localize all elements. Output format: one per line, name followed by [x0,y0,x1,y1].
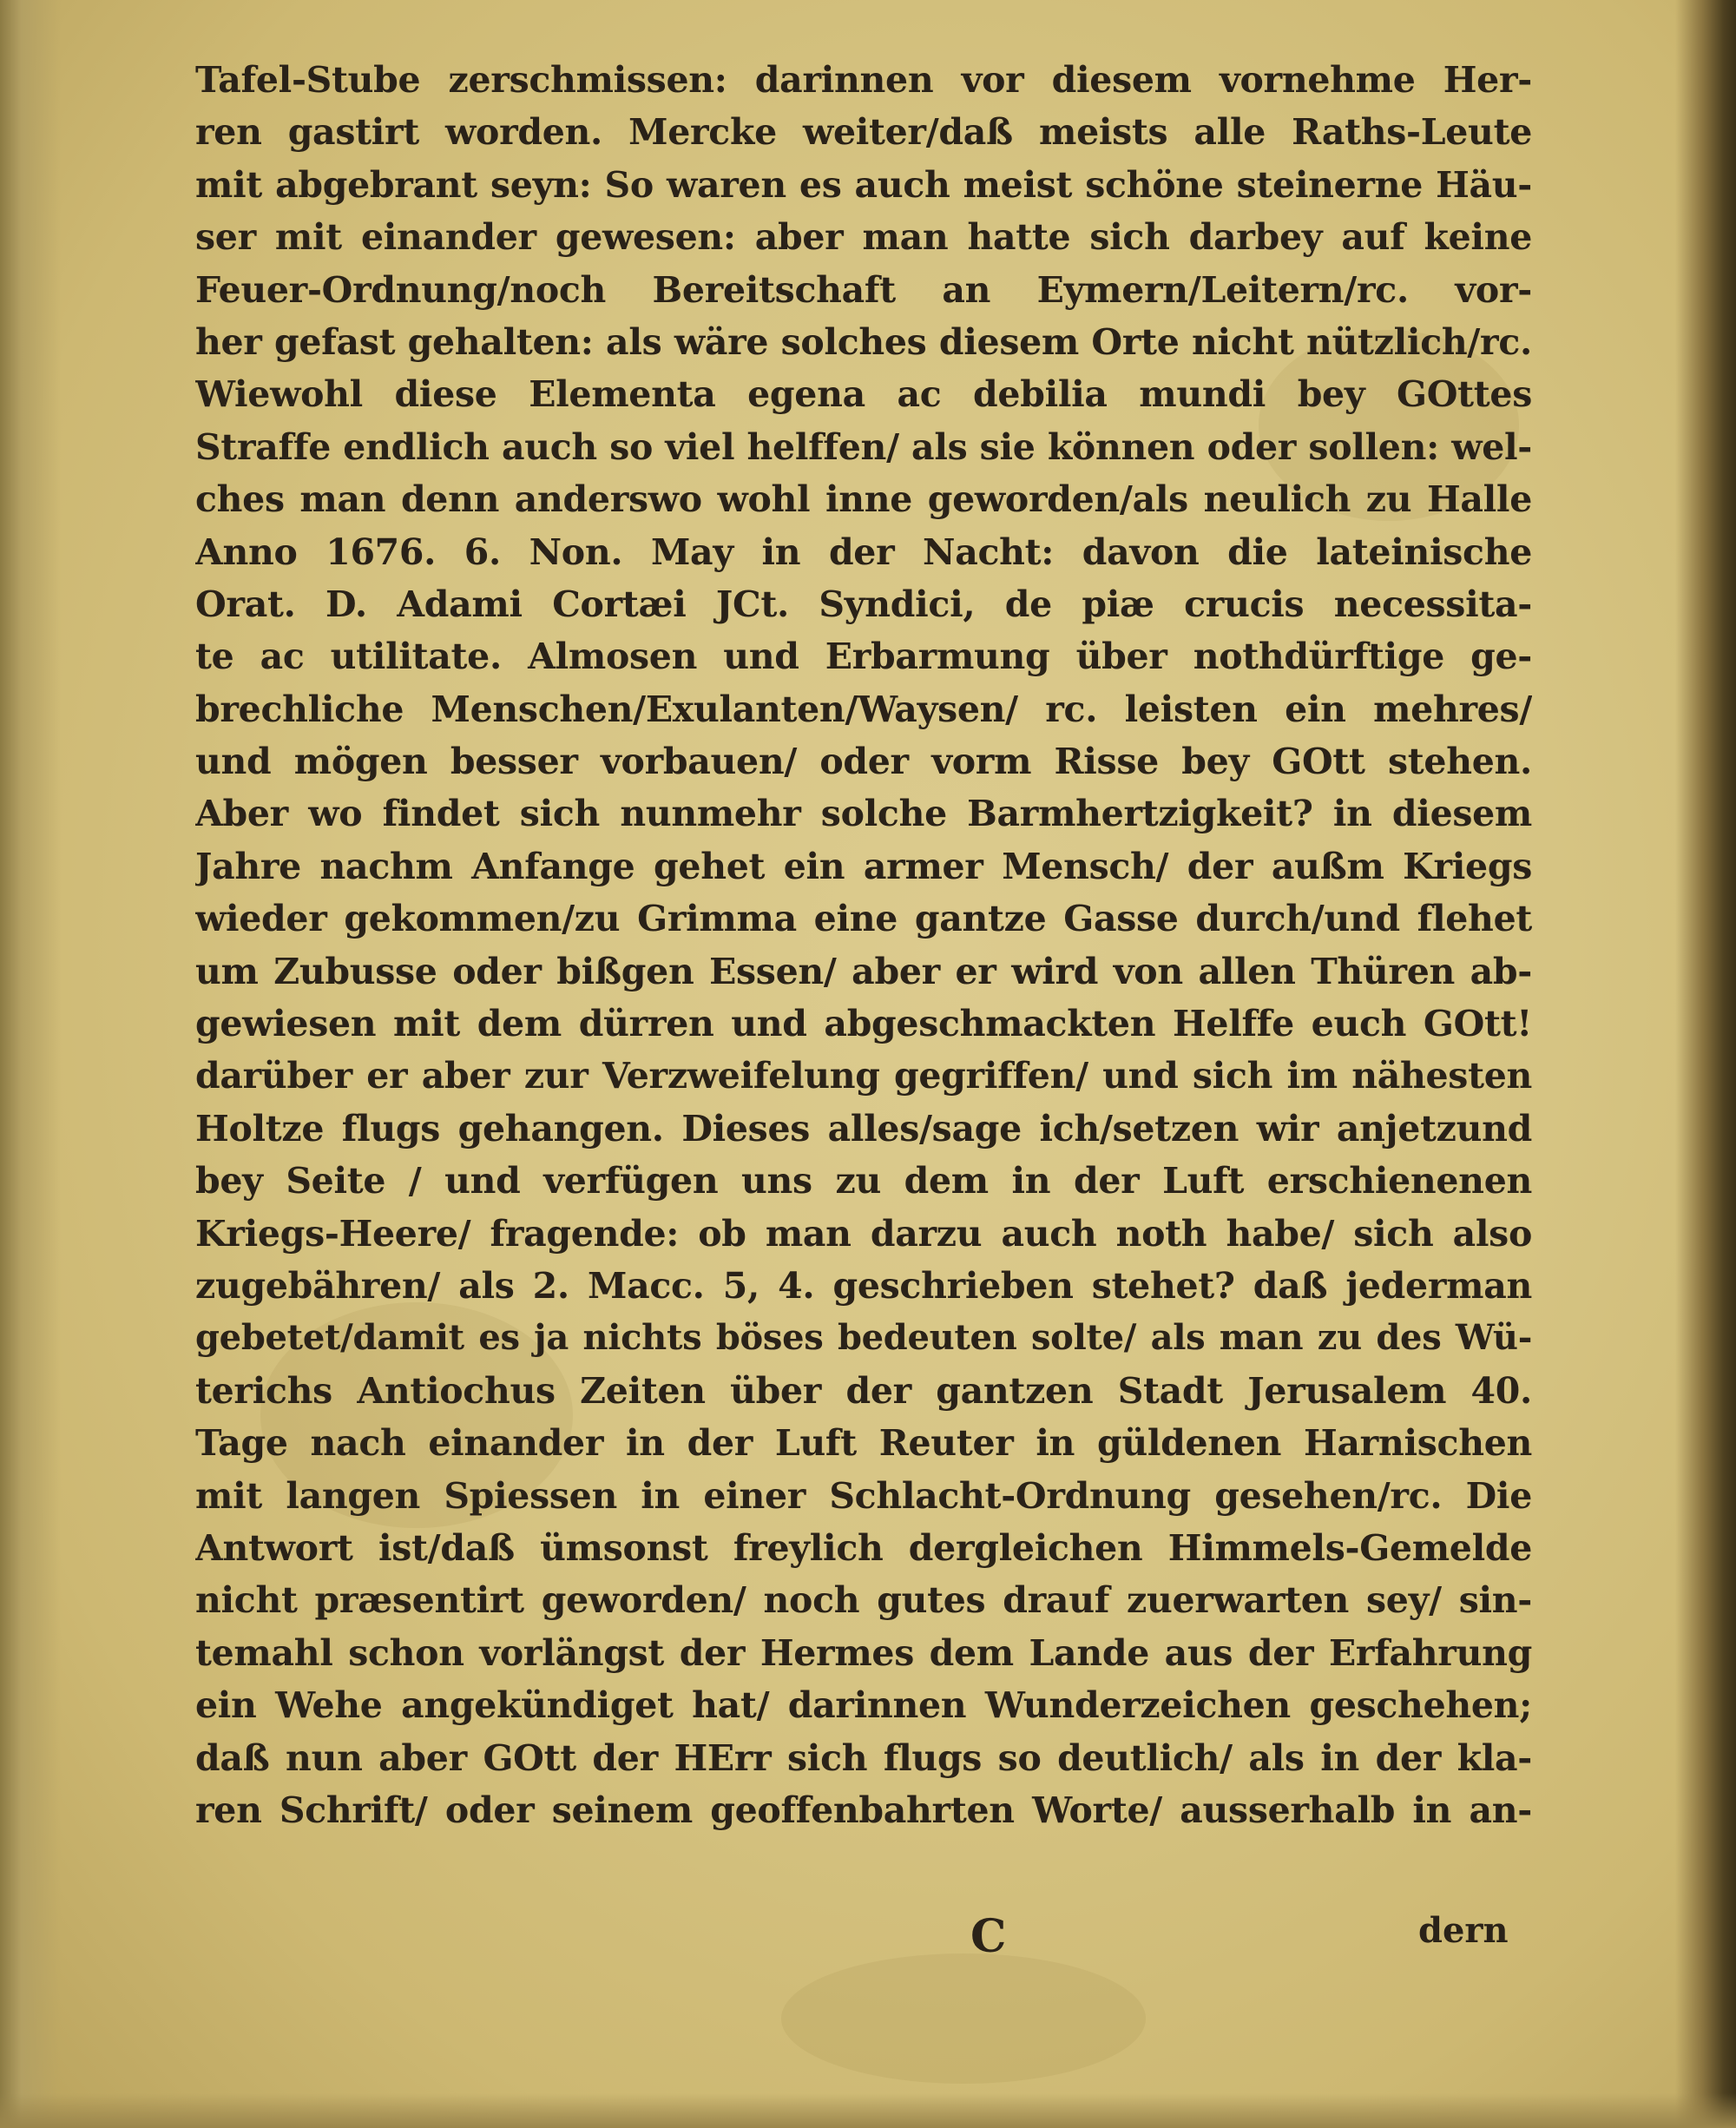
text-line: ren Schrift/ oder seinem geoffenbahrten Worte/ ausserhalb in an- [195,1789,1532,1831]
text-line: gewiesen mit dem dürren und abgeschmackten Helffe euch GOtt! [195,1003,1532,1045]
text-line: Holtze flugs gehangen. Dieses alles/sage ich/setzen wir anjetzund [195,1107,1532,1150]
page-edge-bottom [0,2093,1736,2128]
text-line: Kriegs-Heere/ fragende: ob man darzu auch noth habe/ sich also [195,1212,1532,1255]
text-line: um Zubusse oder bißgen Essen/ aber er wird von allen Thüren ab- [195,950,1532,992]
catchword: dern [1418,1910,1509,1951]
text-line: Aber wo findet sich nunmehr solche Barmhertzigkeit? in diesem [195,793,1532,835]
text-line: Tafel-Stube zerschmissen: darinnen vor diesem vornehme Her- [195,59,1532,101]
text-line: bey Seite / und verfügen uns zu dem in der Luft erschienenen [195,1160,1532,1202]
text-line: Straffe endlich auch so viel helffen/ als sie können oder sollen: wel- [195,425,1532,468]
text-line: gebetet/damit es ja nichts böses bedeuten solte/ als man zu des Wü- [195,1317,1532,1359]
text-line: ser mit einander gewesen: aber man hatte sich darbey auf keine [195,216,1532,259]
text-line: und mögen besser vorbauen/ oder vorm Risse bey GOtt stehen. [195,741,1532,783]
text-line: temahl schon vorlängst der Hermes dem Lande aus der Erfahrung [195,1631,1532,1674]
text-line: ren gastirt worden. Mercke weiter/daß meists alle Raths-Leute [195,111,1532,154]
text-line: Anno 1676. 6. Non. May in der Nacht: davon die lateinische [195,530,1532,573]
paper-stain [781,1953,1146,2084]
text-line: Orat. D. Adami Cortæi JCt. Syndici, de piæ crucis necessita- [195,583,1532,625]
text-line: Antwort ist/daß ümsonst freylich dergleichen Himmels-Gemelde [195,1526,1532,1569]
body-text [195,54,1532,1836]
text-line: Wiewohl diese Elementa egena ac debilia mundi bey GOttes [195,373,1532,416]
page-edge-right [1675,0,1736,2128]
text-line: nicht præsentirt geworden/ noch gutes drauf zuerwarten sey/ sin- [195,1579,1532,1622]
text-line: Jahre nachm Anfange gehet ein armer Mensch/ der außm Kriegs [195,845,1532,887]
text-line: te ac utilitate. Almosen und Erbarmung über nothdürftige ge- [195,636,1532,678]
text-line: mit langen Spiessen in einer Schlacht-Ordnung gesehen/rc. Die [195,1474,1532,1517]
text-line: zugebähren/ als 2. Macc. 5, 4. geschrieben stehet? daß jederman [195,1264,1532,1307]
text-line: darüber er aber zur Verzweifelung gegriffen/ und sich im nähesten [195,1055,1532,1097]
text-line: mit abgebrant seyn: So waren es auch meist schöne steinerne Häu- [195,163,1532,206]
text-line: Tage nach einander in der Luft Reuter in güldenen Harnischen [195,1422,1532,1465]
text-line: daß nun aber GOtt der HErr sich flugs so deutlich/ als in der kla- [195,1736,1532,1779]
text-line: ches man denn anderswo wohl inne geworden/als neulich zu Halle [195,478,1532,521]
binding-gutter [0,0,61,2128]
text-line: ein Wehe angekündiget hat/ darinnen Wunderzeichen geschehen; [195,1684,1532,1727]
text-line: brechliche Menschen/Exulanten/Waysen/ rc. leisten ein mehres/ [195,688,1532,730]
text-line: wieder gekommen/zu Grimma eine gantze Gasse durch/und flehet [195,898,1532,940]
text-line: Feuer-Ordnung/noch Bereitschaft an Eymern/Leitern/rc. vor- [195,268,1532,311]
signature-mark: C [970,1910,1007,1963]
text-line: terichs Antiochus Zeiten über der gantzen Stadt Jerusalem 40. [195,1369,1532,1412]
text-line: her gefast gehalten: als wäre solches diesem Orte nicht nützlich/rc. [195,320,1532,363]
